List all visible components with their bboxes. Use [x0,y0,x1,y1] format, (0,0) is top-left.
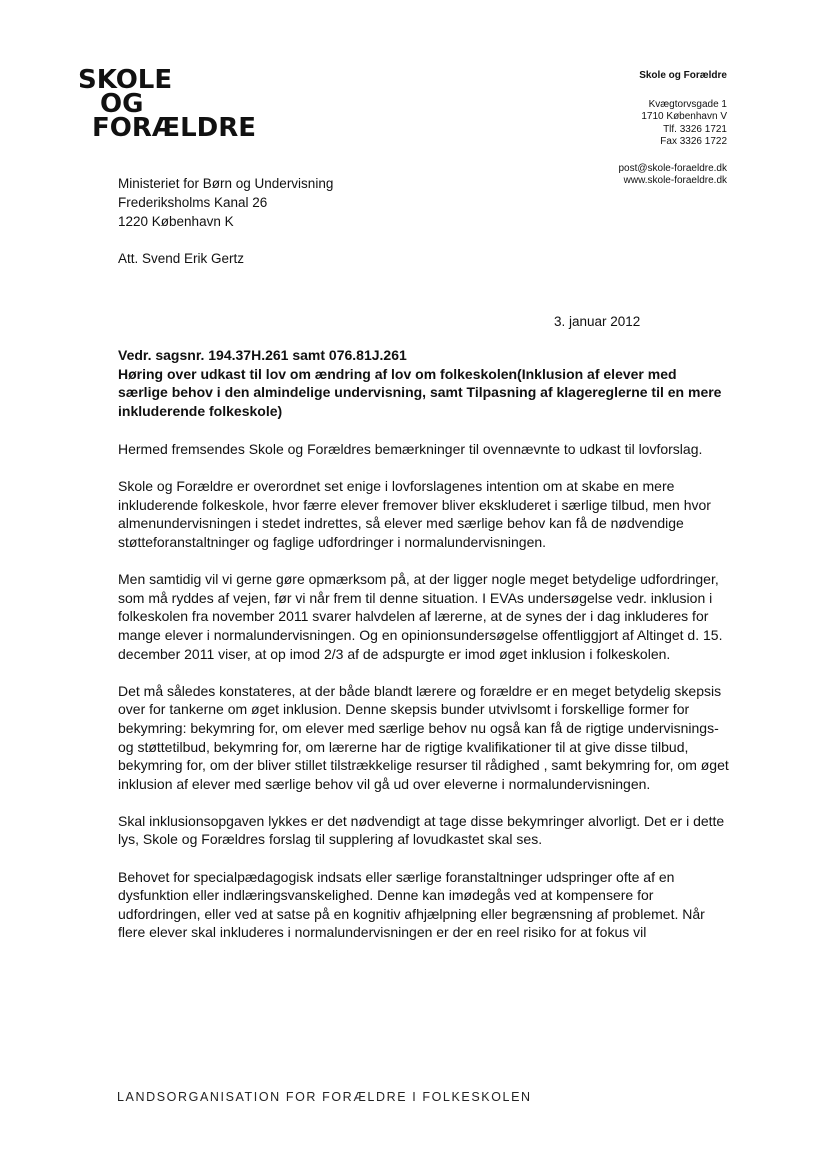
subject-reference: Vedr. sagsnr. 194.37H.261 samt 076.81J.261 [118,347,407,363]
logo-line-2: OG [100,89,144,119]
body-paragraph: Det må således konstateres, at der både blandt lærere og forældre er en meget betydelig skepsis over for tankerne om øget inklusion. Denne skepsis bunder utvivlsomt i forskellige former for bekymring: bekymring for, om elever med særlige behov nu også kan få de rigtige undervisnings- og støttetilbud, bekymring for, om lærerne har de rigtige kvalifikationer til at give disse tilbud, bekymring for, om der bliver stillet tilstrækkelige resurser til rådighed , samt bekymring for, om øget inklusion af elever med særlige behov vil gå ud over eleverne i normalundervisningen. [118,682,729,792]
logo-line-1: SKOLE [78,65,173,95]
body-paragraph: Hermed fremsendes Skole og Forældres bemærkninger til ovennævnte to udkast til lovforslag. [118,441,703,457]
sender-name: Skole og Forældre [639,70,727,81]
subject-title: Høring over udkast til lov om ændring af lov om folkeskolen(Inklusion af elever med særlige behov i den almindelige undervisning, samt Tilpasning af klagereglerne til en mere inkluderende folkeskole) [118,365,722,419]
sender-address-block [618,70,727,188]
recipient-line-2: Frederiksholms Kanal 26 [118,195,268,210]
body-paragraph: Skole og Forældre er overordnet set enige i lovforslagenes intention om at skabe en mere inkluderende folkeskole, hvor færre elever fremover bliver ekskluderet i særlige tilbud, men hvor almenundervisningen i stedet indrettes, så elever med særlige behov kan få de nødvendige støtteforanstaltninger og faglige udfordringer i normalundervisningen. [118,478,711,550]
recipient-attention: Att. Svend Erik Gertz [118,251,245,266]
body-paragraph: Men samtidig vil vi gerne gøre opmærksom på, at der ligger nogle meget betydelige udfordringer, som må ryddes af vejen, før vi når frem til denne situation. I EVAs undersøgelse vedr. inklusion i folkeskolen fra november 2011 svarer halvdelen af lærerne, at de synes der i dag inkluderes for mange elever i normalundervisningen. Og en opinionsundersøgelse offentliggjort af Altinget d. 15. december 2011 viser, at op imod 2/3 af de adspurgte er imod øget inklusion i folkeskolen. [118,571,723,662]
sender-fax: Fax 3326 1722 [660,136,727,147]
recipient-line-1: Ministeriet for Børn og Undervisning [118,176,334,191]
body-paragraph: Skal inklusionsopgaven lykkes er det nødvendigt at tage disse bekymringer alvorligt. Det er i dette lys, Skole og Forældres forslag til supplering af lovudkastet skal ses. [118,812,725,848]
logo-line-3: FORÆLDRE [92,113,257,143]
sender-website: www.skole-foraeldre.dk [623,175,727,186]
letter-body [118,440,733,961]
organization-logo [78,65,257,143]
recipient-address-block [118,174,333,268]
sender-city: 1710 København V [641,111,727,122]
sender-spacer [618,149,727,163]
sender-email: post@skole-foraeldre.dk [618,162,727,174]
recipient-line-3: 1220 København K [118,214,234,229]
letter-date: 3. januar 2012 [554,314,641,329]
body-paragraph: Behovet for specialpædagogisk indsats eller særlige foranstaltninger udspringer ofte af en dysfunktion eller indlæringsvanskelighed. Denne kan imødegås ved at kompensere for udfordringen, eller ved at satse på en kognitiv afhjælpning eller begrænsning af problemet. Når flere elever skal inkluderes i normalundervisningen er der en reel risiko for at fokus vil [118,868,705,941]
letter-subject [118,346,728,420]
sender-street: Kvægtorvsgade 1 [648,98,727,110]
sender-phone: Tlf. 3326 1721 [663,123,727,135]
page-footer: LANDSORGANISATION FOR FORÆLDRE I FOLKESKOLEN [117,1090,532,1104]
